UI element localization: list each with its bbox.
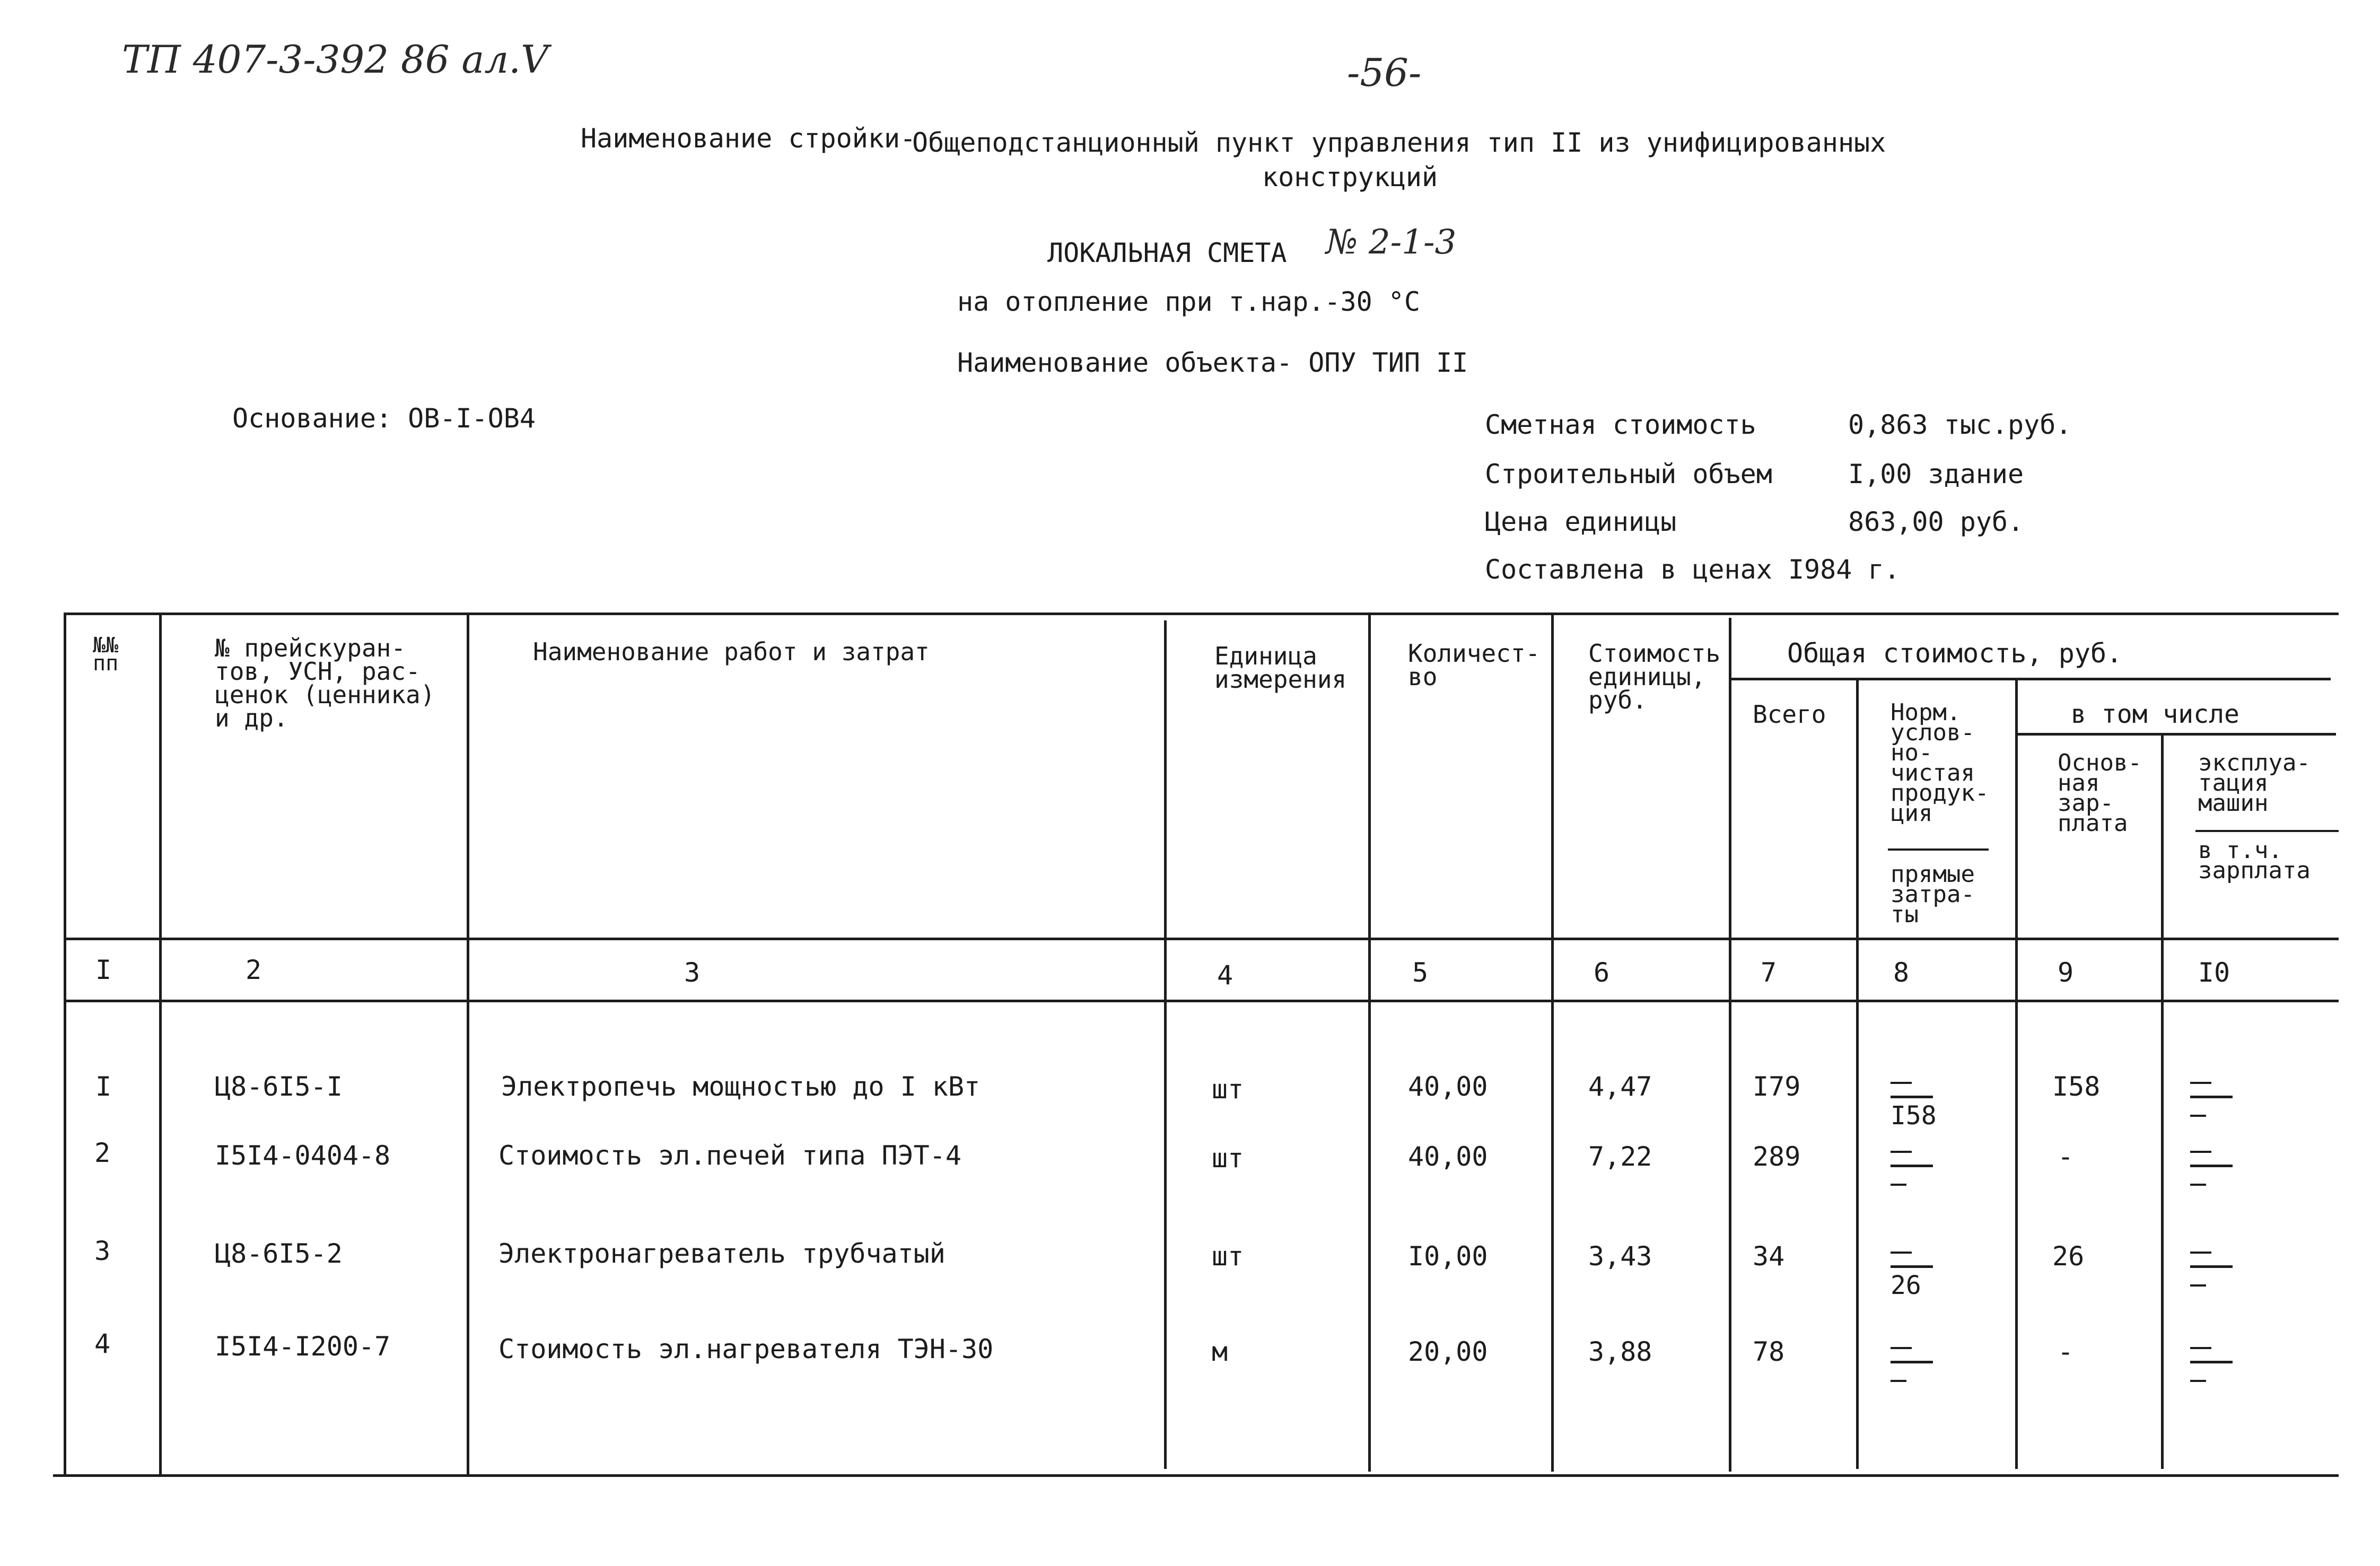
col-border-2	[159, 613, 162, 1477]
summary-value-cost: 0,863 тыс.руб.	[1848, 409, 2072, 440]
row-base-salary: -	[2058, 1336, 2074, 1367]
construction-label: Наименование стройки-	[581, 123, 916, 154]
header-direct-costs: прямые затра- ты	[1891, 861, 1975, 928]
page-number: -56-	[1347, 50, 1422, 95]
row-machine-operation	[2190, 1347, 2238, 1411]
col-number-4: 4	[1217, 960, 1233, 991]
incl-header-underline	[2018, 733, 2336, 736]
header-bottom-line	[64, 938, 2339, 940]
row-unit: шт	[1212, 1143, 1244, 1174]
col-number-5: 5	[1412, 957, 1429, 988]
row-number: I	[95, 1071, 112, 1102]
row-unit-cost: 7,22	[1588, 1141, 1652, 1172]
row-work-name: Стоимость эл.печей типа ПЭТ-4	[498, 1140, 961, 1171]
estimate-subtitle: на отопление при т.нар.-30 °С	[957, 286, 1420, 317]
col-border-5	[1368, 613, 1371, 1472]
col-border-3	[467, 613, 469, 1477]
table-top-line	[64, 613, 2339, 615]
row-direct-costs: I58	[1891, 1101, 1937, 1131]
col-border-9	[2015, 679, 2018, 1469]
row-price-code: Ц8-6I5-I	[215, 1071, 343, 1102]
row-total: 78	[1753, 1336, 1785, 1367]
header-machine-operation: эксплуа- тация машин	[2198, 749, 2311, 817]
col-number-1: I	[95, 955, 112, 985]
row-quantity: 20,00	[1408, 1336, 1488, 1367]
col-number-6: 6	[1593, 957, 1610, 988]
row-price-code: I5I4-0404-8	[215, 1140, 391, 1171]
header-total-cost: Общая стоимость, руб.	[1787, 638, 2123, 669]
row-quantity: I0,00	[1408, 1241, 1488, 1272]
net-production-underline	[1888, 848, 1989, 851]
header-net-production: Норм. услов- но- чистая продук- ция	[1891, 699, 1989, 827]
col-number-7: 7	[1760, 957, 1777, 988]
row-unit: м	[1212, 1336, 1228, 1367]
summary-label-unit-price: Цена единицы	[1485, 506, 1677, 537]
header-unit: Единица измерения	[1214, 642, 1347, 694]
col-number-10: I0	[2198, 957, 2230, 988]
document-code: ТП 407-3-392 86 ал.V	[122, 37, 549, 82]
col-border-6	[1551, 613, 1554, 1472]
header-row-number: №№ пп	[93, 633, 119, 676]
summary-label-cost: Сметная стоимость	[1485, 409, 1756, 440]
summary-value-unit-price: 863,00 руб.	[1848, 506, 2024, 537]
col-border-8	[1856, 679, 1859, 1469]
row-machine-operation	[2190, 1082, 2238, 1145]
basis: Основание: ОВ-I-ОВ4	[232, 403, 536, 434]
row-unit: шт	[1212, 1074, 1244, 1105]
col-border-1	[64, 613, 66, 1477]
col-number-2: 2	[245, 955, 262, 985]
row-total: 289	[1753, 1141, 1801, 1172]
col-number-3: 3	[684, 957, 701, 988]
row-number: 3	[94, 1236, 111, 1266]
row-unit-cost: 3,43	[1588, 1241, 1652, 1272]
col-number-9: 9	[2057, 957, 2074, 988]
row-price-code: Ц8-6I5-2	[215, 1238, 343, 1269]
estimate-title: ЛОКАЛЬНАЯ СМЕТА	[1047, 238, 1287, 268]
row-base-salary: I58	[2052, 1071, 2101, 1102]
header-price-list-ref: № прейскуран- тов, УСН, рас- ценок (ценника) и др.	[215, 634, 435, 732]
row-work-name: Электропечь мощностью до I кВт	[501, 1071, 981, 1102]
row-unit: шт	[1212, 1241, 1244, 1272]
object-name: Наименование объекта- ОПУ ТИП II	[957, 347, 1468, 378]
summary-label-volume: Строительный объем	[1485, 459, 1772, 489]
machine-operation-underline	[2195, 830, 2339, 832]
row-unit-cost: 4,47	[1588, 1071, 1652, 1102]
estimate-number: № 2-1-3	[1326, 223, 1457, 262]
header-including: в том числе	[2071, 699, 2239, 729]
summary-value-volume: I,00 здание	[1848, 459, 2024, 489]
col-border-4	[1164, 620, 1167, 1469]
row-net-production	[1891, 1252, 1938, 1315]
row-work-name: Электронагреватель трубчатый	[498, 1238, 946, 1269]
row-net-production	[1891, 1082, 1938, 1145]
row-work-name: Стоимость эл.нагревателя ТЭН-30	[498, 1334, 994, 1364]
row-net-production	[1891, 1151, 1938, 1214]
row-total: 34	[1753, 1241, 1785, 1272]
col-border-7	[1729, 618, 1731, 1472]
row-number: 2	[94, 1138, 111, 1168]
col-numbers-bottom-line	[64, 1000, 2339, 1002]
col-number-8: 8	[1893, 957, 1910, 988]
row-number: 4	[94, 1328, 111, 1359]
summary-label-prices-year: Составлена в ценах I984 г.	[1485, 554, 1900, 585]
header-unit-cost: Стоимость единицы, руб.	[1588, 639, 1721, 714]
col-border-10	[2161, 734, 2164, 1469]
header-quantity: Количест- во	[1408, 639, 1541, 691]
row-machine-operation	[2190, 1252, 2238, 1315]
row-quantity: 40,00	[1408, 1141, 1488, 1172]
construction-value-line1: Общеподстанционный пункт управления тип II из унифицированных	[912, 127, 1886, 158]
header-incl-salary: в т.ч. зарплата	[2198, 837, 2311, 884]
row-quantity: 40,00	[1408, 1071, 1488, 1102]
row-unit-cost: 3,88	[1588, 1336, 1652, 1367]
row-base-salary: -	[2058, 1141, 2074, 1172]
header-work-name: Наименование работ и затрат	[533, 637, 930, 666]
row-machine-operation	[2190, 1151, 2238, 1214]
header-total: Всего	[1753, 700, 1826, 729]
row-direct-costs: 26	[1891, 1271, 1921, 1300]
row-price-code: I5I4-I200-7	[215, 1331, 391, 1362]
total-cost-header-underline	[1731, 678, 2331, 680]
construction-value-line2: конструкций	[1262, 162, 1438, 193]
header-base-salary: Основ- ная зар- плата	[2058, 749, 2142, 837]
row-total: I79	[1753, 1071, 1801, 1102]
row-base-salary: 26	[2052, 1241, 2085, 1272]
table-bottom-line	[53, 1474, 2339, 1477]
row-net-production	[1891, 1347, 1938, 1411]
